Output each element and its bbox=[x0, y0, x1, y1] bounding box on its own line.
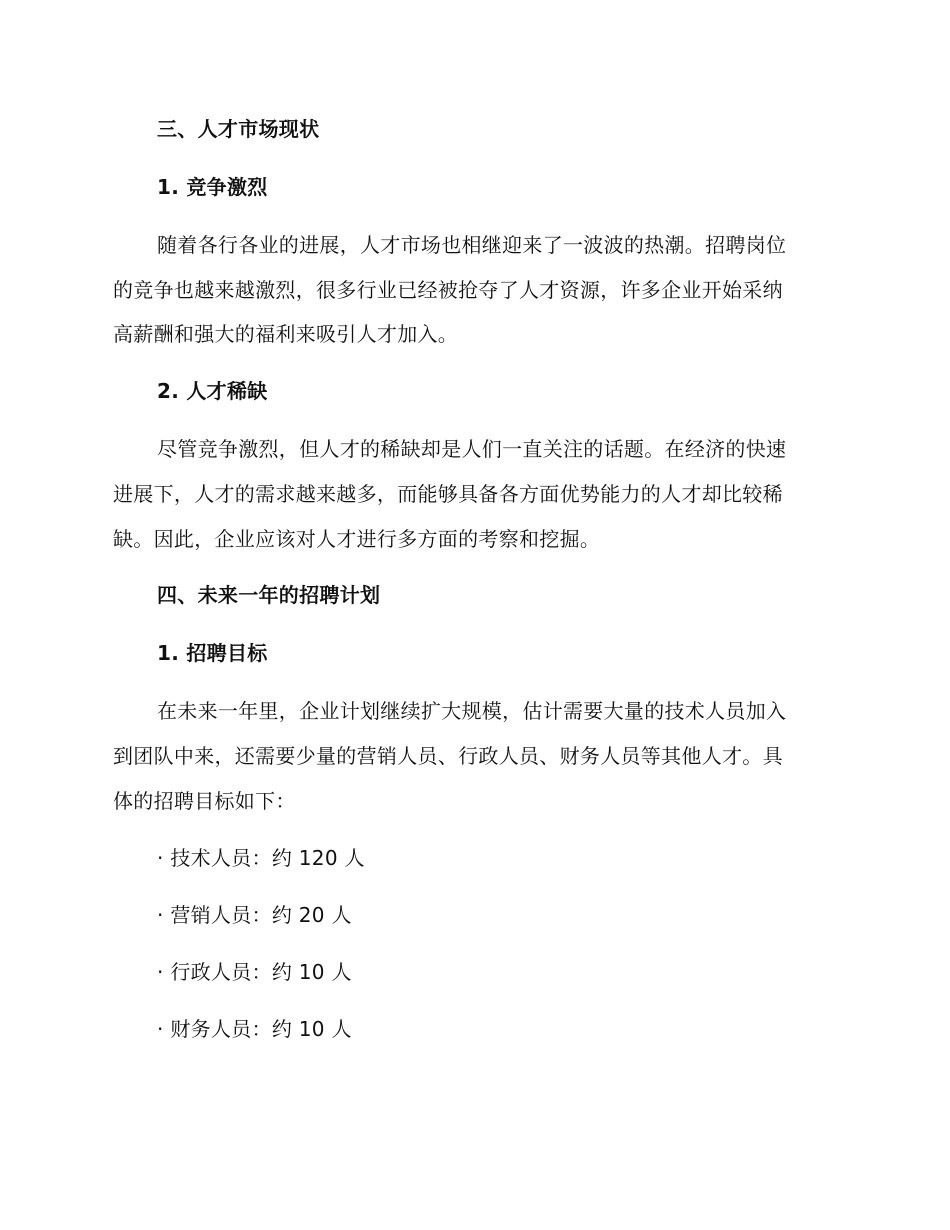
bullet-item-tech: · 技术人员：约 120 人 bbox=[157, 846, 365, 870]
paragraph-line: 高薪酬和强大的福利来吸引人才加入。 bbox=[113, 322, 459, 346]
paragraph-line: 进展下，人才的需求越来越多，而能够具备各方面优势能力的人才却比较稀 bbox=[113, 482, 783, 506]
paragraph-line: 尽管竞争激烈，但人才的稀缺却是人们一直关注的话题。在经济的快速 bbox=[157, 437, 787, 461]
bullet-item-admin: · 行政人员：约 10 人 bbox=[157, 960, 352, 984]
section-4-heading: 四、未来一年的招聘计划 bbox=[157, 583, 381, 607]
subsection-scarcity-heading: 2. 人才稀缺 bbox=[157, 379, 268, 403]
paragraph-line: 体的招聘目标如下： bbox=[113, 789, 296, 813]
bullet-item-finance: · 财务人员：约 10 人 bbox=[157, 1017, 352, 1041]
paragraph-line: 到团队中来，还需要少量的营销人员、行政人员、财务人员等其他人才。具 bbox=[113, 744, 783, 768]
paragraph-line: 的竞争也越来越激烈，很多行业已经被抢夺了人才资源，许多企业开始采纳 bbox=[113, 278, 783, 302]
paragraph-line: 随着各行各业的进展，人才市场也相继迎来了一波波的热潮。招聘岗位 bbox=[157, 233, 787, 257]
paragraph-line: 在未来一年里，企业计划继续扩大规模，估计需要大量的技术人员加入 bbox=[157, 699, 787, 723]
subsection-competition-heading: 1. 竞争激烈 bbox=[157, 175, 268, 199]
bullet-item-marketing: · 营销人员：约 20 人 bbox=[157, 903, 352, 927]
section-3-heading: 三、人才市场现状 bbox=[157, 117, 320, 141]
subsection-goals-heading: 1. 招聘目标 bbox=[157, 641, 268, 665]
paragraph-line: 缺。因此，企业应该对人才进行多方面的考察和挖掘。 bbox=[113, 527, 601, 551]
